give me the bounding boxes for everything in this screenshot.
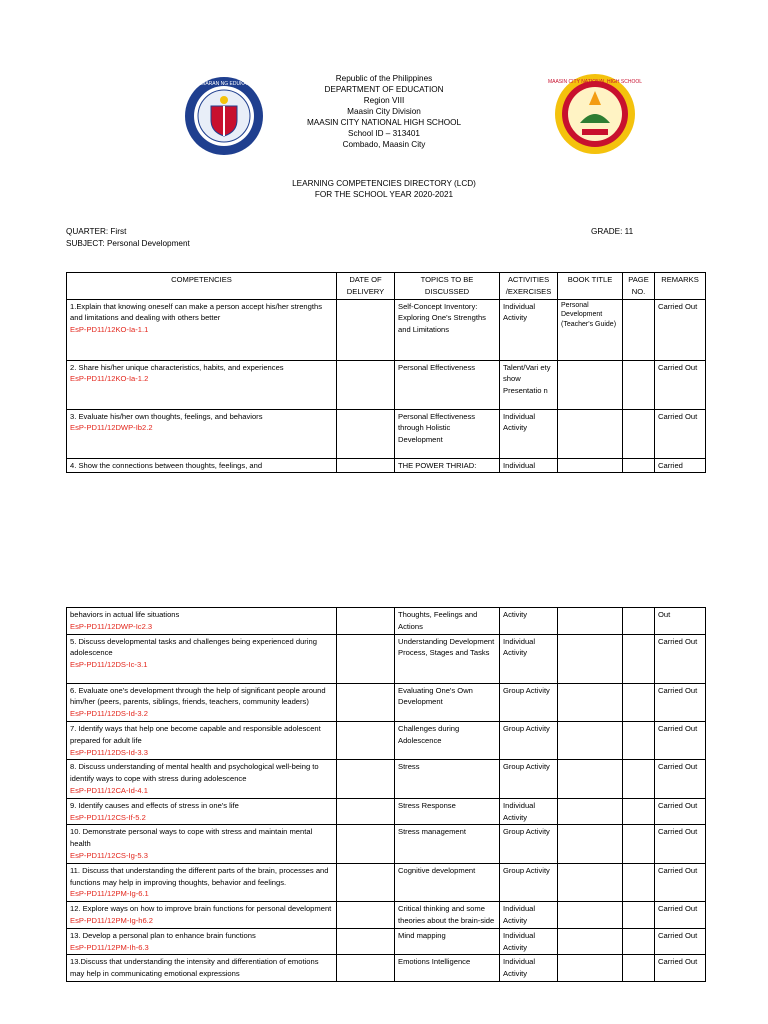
table-row [67,409,706,458]
competency-cell [67,299,337,360]
page-cell [623,409,655,458]
svg-text:MAASIN CITY NATIONAL HIGH SCHO: MAASIN CITY NATIONAL HIGH SCHOOL [547,79,643,85]
book-cell [558,608,623,635]
table-row [67,798,706,825]
competency-cell [67,863,337,901]
date-cell [337,825,395,863]
competency-text: 9. Identify causes and effects of stress in one's life [70,800,239,810]
competency-cell [67,409,337,458]
remarks-cell: Carried Out [655,409,706,458]
remarks-cell: Carried Out [655,902,706,929]
activity-cell: Individual Activity [500,955,558,982]
activity-cell: Group Activity [500,683,558,721]
page-cell [623,683,655,721]
activity-cell: Group Activity [500,863,558,901]
book-cell [558,360,623,409]
topic-cell: Stress [395,760,500,798]
subject-label: SUBJECT: Personal Development [66,239,190,248]
remarks-cell: Carried Out [655,825,706,863]
date-cell [337,299,395,360]
header-line: Maasin City Division [347,107,421,116]
book-cell [558,760,623,798]
page-cell [623,760,655,798]
activity-cell: Group Activity [500,825,558,863]
competency-code: EsP-PD11/12CA-Id-4.1 [70,785,148,795]
competency-code: EsP-PD11/12DS-Id-3.2 [70,709,148,719]
remarks-cell: Carried Out [655,683,706,721]
document-title [0,178,768,200]
competency-text: 1.Explain that knowing oneself can make a person accept his/her strengths and limitations and dealing with others better [70,301,323,323]
header-line: DEPARTMENT OF EDUCATION [324,85,444,94]
page-cell [623,863,655,901]
date-cell [337,608,395,635]
page-cell [623,634,655,683]
remarks-cell: Carried Out [655,634,706,683]
competency-cell [67,760,337,798]
remarks-cell: Carried Out [655,760,706,798]
date-cell [337,634,395,683]
header-line: Republic of the Philippines [335,74,433,83]
remarks-cell: Carried Out [655,955,706,982]
col-topics: TOPICS TO BE DISCUSSED [395,273,500,300]
table-header-row [67,273,706,300]
book-cell [558,928,623,955]
svg-text:KAGAWARAN NG EDUKASYON: KAGAWARAN NG EDUKASYON [187,81,261,87]
date-cell [337,955,395,982]
book-cell [558,634,623,683]
activity-cell: Individual Activity [500,798,558,825]
activity-cell: Group Activity [500,721,558,759]
table-row [67,955,706,982]
activity-cell: Individual Activity [500,902,558,929]
topic-cell: Cognitive development [395,863,500,901]
remarks-cell: Carried Out [655,360,706,409]
book-cell [558,683,623,721]
topic-cell: Evaluating One's Own Development [395,683,500,721]
competency-cell [67,928,337,955]
table-row [67,760,706,798]
competency-code: EsP-PD11/12KO-Ia-1.1 [70,325,149,335]
competency-cell [67,360,337,409]
page-cell [623,721,655,759]
competency-text: 5. Discuss developmental tasks and challenges being experienced during adolescence [70,636,317,658]
competency-code: EsP-PD11/12CS-If-5.2 [70,812,146,822]
competency-text: behaviors in actual life situations [70,610,180,619]
competency-text: 13.Discuss that understanding the intensity and differentiation of emotions may help in communicating emotional expressions [70,957,319,979]
topic-cell: Emotions Intelligence [395,955,500,982]
book-cell [558,458,623,473]
table-row [67,902,706,929]
date-cell [337,928,395,955]
competency-code: EsP-PD11/12PM-Ig-6.1 [70,889,149,899]
competency-code: EsP-PD11/12DS-Id-3.3 [70,747,148,757]
competency-cell [67,721,337,759]
competency-code: EsP-PD11/12DWP-Ib2.2 [70,423,153,433]
topic-cell: Understanding Development Process, Stages and Tasks [395,634,500,683]
competency-text: 2. Share his/her unique characteristics, habits, and experiences [70,362,284,372]
competency-cell [67,683,337,721]
competencies-table-continued [66,607,706,982]
activity-cell: Group Activity [500,760,558,798]
activity-cell: Individual Activity [500,299,558,360]
book-cell [558,825,623,863]
topic-cell: Stress Response [395,798,500,825]
book-cell [558,798,623,825]
competency-code: EsP-PD11/12PM-Ih-6.3 [70,942,149,952]
competency-cell [67,902,337,929]
col-activities: ACTIVITIES /EXERCISES [500,273,558,300]
page-cell [623,928,655,955]
table-row [67,863,706,901]
page-cell [623,825,655,863]
topic-cell: THE POWER THRIAD: [395,458,500,473]
topic-cell: Mind mapping [395,928,500,955]
competency-text: 3. Evaluate his/her own thoughts, feelings, and behaviors [70,411,263,421]
remarks-cell: Carried Out [655,928,706,955]
competency-text: 13. Develop a personal plan to enhance brain functions [70,930,256,940]
date-cell [337,409,395,458]
page-cell [623,608,655,635]
competency-text: 8. Discuss understanding of mental health and psychological well-being to identify ways to cope with stress during adolescence [70,762,319,784]
table-row [67,825,706,863]
book-cell: Personal Development (Teacher's Guide) [558,299,623,360]
col-competencies: COMPETENCIES [67,273,337,300]
remarks-cell: Carried Out [655,299,706,360]
date-cell [337,902,395,929]
table-row [67,683,706,721]
header-line: Region VIII [363,96,405,105]
page-cell [623,955,655,982]
activity-cell: Individual [500,458,558,473]
activity-cell: Talent/Vari ety show Presentatio n [500,360,558,409]
topic-cell: Challenges during Adolescence [395,721,500,759]
table-row [67,608,706,635]
table-row [67,634,706,683]
book-cell [558,955,623,982]
date-cell [337,863,395,901]
activity-cell: Individual Activity [500,928,558,955]
date-cell [337,360,395,409]
book-cell [558,902,623,929]
competency-text: 11. Discuss that understanding the different parts of the brain, processes and functions may help in improving thoughts, behavior and feelings. [70,865,329,887]
lcd-title: LEARNING COMPETENCIES DIRECTORY (LCD) [292,179,476,188]
date-cell [337,721,395,759]
col-page-no: PAGE NO. [623,273,655,300]
date-cell [337,458,395,473]
competency-cell [67,798,337,825]
competency-text: 10. Demonstrate personal ways to cope with stress and maintain mental health [70,827,313,849]
book-cell [558,721,623,759]
col-book-title: BOOK TITLE [558,273,623,300]
competency-code: EsP-PD11/12CS-Ig-5.3 [70,850,148,860]
competency-cell [67,955,337,982]
competency-code: EsP-PD11/12PM-Ig-h6.2 [70,915,154,925]
remarks-cell: Carried [655,458,706,473]
col-remarks: REMARKS [655,273,706,300]
header-line: MAASIN CITY NATIONAL HIGH SCHOOL [306,118,462,127]
header-line: School ID – 313401 [348,129,420,138]
competency-cell [67,634,337,683]
school-year: FOR THE SCHOOL YEAR 2020-2021 [314,190,454,199]
competency-code: EsP-PD11/12DWP-Ic2.3 [70,621,153,631]
table-row [67,928,706,955]
topic-cell: Personal Effectiveness [395,360,500,409]
competency-cell [67,825,337,863]
competency-text: 12. Explore ways on how to improve brain functions for personal development [70,904,332,914]
col-date: DATE OF DELIVERY [337,273,395,300]
competency-cell [67,458,337,473]
topic-cell: Thoughts, Feelings and Actions [395,608,500,635]
date-cell [337,760,395,798]
competency-code: EsP-PD11/12KO-Ia-1.2 [70,374,149,384]
competencies-table [66,272,706,473]
topic-cell: Critical thinking and some theories about the brain-side [395,902,500,929]
page-cell [623,360,655,409]
activity-cell: Individual Activity [500,409,558,458]
topic-cell: Stress management [395,825,500,863]
topic-cell: Self-Concept Inventory: Exploring One's Strengths and Limitations [395,299,500,360]
page-cell [623,299,655,360]
remarks-cell: Out [655,608,706,635]
grade-label: GRADE: 11 [591,227,634,236]
book-cell [558,409,623,458]
competency-text: 4. Show the connections between thoughts, feelings, and [70,460,263,470]
date-cell [337,683,395,721]
remarks-cell: Carried Out [655,798,706,825]
table-row [67,299,706,360]
table-row [67,458,706,473]
remarks-cell: Carried Out [655,721,706,759]
competency-text: 7. Identify ways that help one become capable and responsible adolescent prepared for adult life [70,723,321,745]
page-cell [623,902,655,929]
book-cell [558,863,623,901]
activity-cell: Individual Activity [500,634,558,683]
page-cell [623,458,655,473]
competency-text: 6. Evaluate one's development through the help of significant people around him/her (peers, parents, siblings, friends, teachers, community leaders) [70,685,326,707]
remarks-cell: Carried Out [655,863,706,901]
competency-cell [67,608,337,635]
quarter-label: QUARTER: First [66,227,127,236]
table-row [67,360,706,409]
date-cell [337,798,395,825]
table-row [67,721,706,759]
competency-code: EsP-PD11/12DS-Ic-3.1 [70,660,148,670]
header-line: Combado, Maasin City [342,140,426,149]
document-header [0,73,768,150]
page-cell [623,798,655,825]
topic-cell: Personal Effectiveness through Holistic Development [395,409,500,458]
activity-cell: Activity [500,608,558,635]
